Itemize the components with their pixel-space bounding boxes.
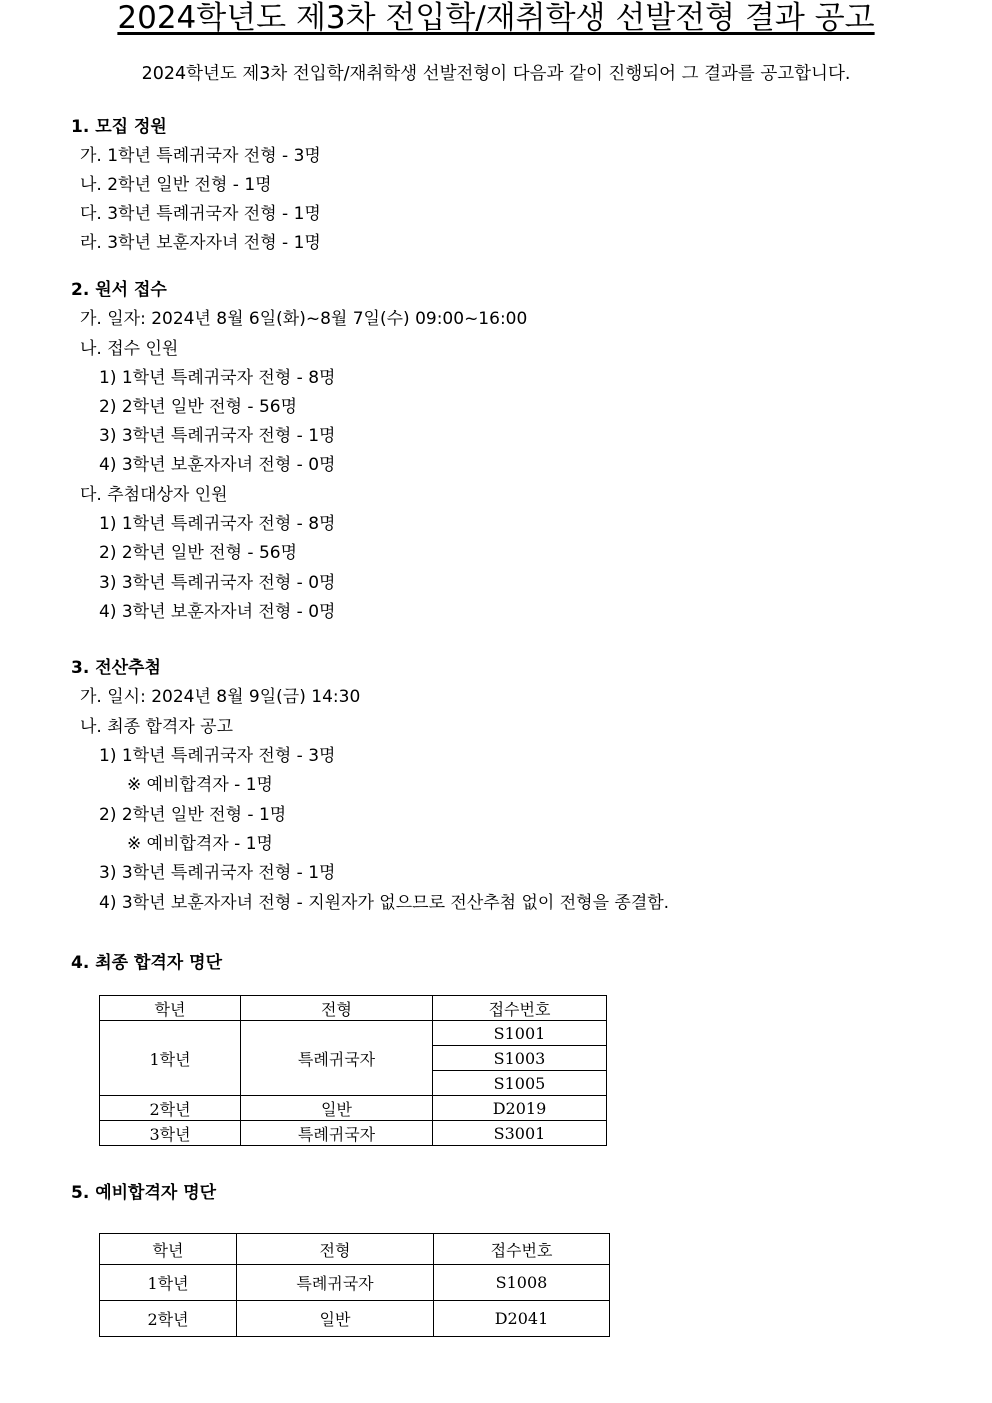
table-header: 학년 (100, 996, 241, 1021)
table-cell: 2학년 (100, 1301, 237, 1337)
list-item: 3) 3학년 특례귀국자 전형 - 1명 (99, 426, 336, 446)
table-header: 전형 (237, 1234, 434, 1265)
list-item: 3) 3학년 특례귀국자 전형 - 0명 (99, 573, 336, 593)
reserve-passers-table (99, 1233, 610, 1337)
list-item: 가. 1학년 특례귀국자 전형 - 3명 (80, 146, 321, 166)
list-item: 2) 2학년 일반 전형 - 1명 (99, 805, 287, 825)
table-row (100, 1096, 607, 1121)
list-item: 나. 최종 합격자 공고 (80, 717, 233, 737)
table-cell: 1학년 (100, 1265, 237, 1301)
note-item: ※ 예비합격자 - 1명 (127, 775, 273, 795)
table-header-row (100, 1234, 610, 1265)
table-cell: 특례귀국자 (237, 1265, 434, 1301)
list-item: 라. 3학년 보훈자자녀 전형 - 1명 (80, 233, 321, 253)
table-cell: D2041 (434, 1301, 610, 1337)
intro-text: 2024학년도 제3차 전입학/재취학생 선발전형이 다음과 같이 진행되어 그 결과를 공고합니다. (141, 64, 851, 84)
table-row (100, 1265, 610, 1301)
table-cell: S1003 (433, 1046, 607, 1071)
table-header-row (100, 996, 607, 1021)
list-item: 나. 접수 인원 (80, 339, 179, 359)
list-item: 가. 일시: 2024년 8월 9일(금) 14:30 (80, 687, 361, 707)
list-item: 3) 3학년 특례귀국자 전형 - 1명 (99, 863, 336, 883)
table-cell: 3학년 (100, 1121, 241, 1146)
table-header: 전형 (241, 996, 433, 1021)
table-header: 접수번호 (433, 996, 607, 1021)
table-cell: S3001 (433, 1121, 607, 1146)
final-passers-table (99, 995, 607, 1146)
list-item: 1) 1학년 특례귀국자 전형 - 3명 (99, 746, 336, 766)
table-cell: 특례귀국자 (241, 1121, 433, 1146)
table-cell: S1005 (433, 1071, 607, 1096)
list-item: 4) 3학년 보훈자자녀 전형 - 0명 (99, 455, 336, 475)
list-item: 4) 3학년 보훈자자녀 전형 - 0명 (99, 602, 336, 622)
section-heading-3: 3. 전산추첨 (71, 658, 161, 678)
table-cell: 일반 (241, 1096, 433, 1121)
table-cell: 1학년 (100, 1021, 241, 1096)
table-row (100, 1121, 607, 1146)
list-item: 다. 3학년 특례귀국자 전형 - 1명 (80, 204, 321, 224)
table-row (100, 1021, 607, 1046)
list-item: 다. 추첨대상자 인원 (80, 485, 228, 505)
list-item: 1) 1학년 특례귀국자 전형 - 8명 (99, 368, 336, 388)
list-item: 4) 3학년 보훈자자녀 전형 - 지원자가 없으므로 전산추첨 없이 전형을 종결함. (99, 893, 670, 913)
section-heading-4: 4. 최종 합격자 명단 (71, 953, 222, 973)
table-cell: D2019 (433, 1096, 607, 1121)
list-item: 1) 1학년 특례귀국자 전형 - 8명 (99, 514, 336, 534)
table-cell: 일반 (237, 1301, 434, 1337)
list-item: 나. 2학년 일반 전형 - 1명 (80, 175, 272, 195)
section-heading-2: 2. 원서 접수 (71, 280, 167, 300)
table-cell: S1001 (433, 1021, 607, 1046)
table-cell: 특례귀국자 (241, 1021, 433, 1096)
table-cell: 2학년 (100, 1096, 241, 1121)
note-item: ※ 예비합격자 - 1명 (127, 834, 273, 854)
list-item: 가. 일자: 2024년 8월 6일(화)~8월 7일(수) 09:00~16:00 (80, 309, 528, 329)
list-item: 2) 2학년 일반 전형 - 56명 (99, 543, 298, 563)
document-title: 2024학년도 제3차 전입학/재취학생 선발전형 결과 공고 (117, 0, 875, 36)
table-header: 학년 (100, 1234, 237, 1265)
table-row (100, 1301, 610, 1337)
table-cell: S1008 (434, 1265, 610, 1301)
section-heading-1: 1. 모집 정원 (71, 117, 167, 137)
section-heading-5: 5. 예비합격자 명단 (71, 1183, 217, 1203)
table-header: 접수번호 (434, 1234, 610, 1265)
list-item: 2) 2학년 일반 전형 - 56명 (99, 397, 298, 417)
